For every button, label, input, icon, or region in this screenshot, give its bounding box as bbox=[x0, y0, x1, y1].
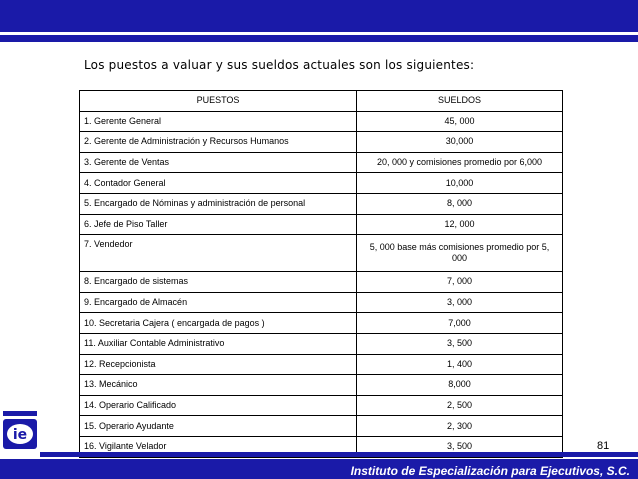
table-row bbox=[80, 235, 563, 272]
cell-puesto: 4. Contador General bbox=[80, 173, 357, 194]
cell-puesto: 16. Vigilante Velador bbox=[80, 436, 357, 457]
cell-sueldo: 3, 000 bbox=[357, 292, 563, 313]
cell-sueldo: 7,000 bbox=[357, 313, 563, 334]
cell-puesto: 11. Auxiliar Contable Administrativo bbox=[80, 333, 357, 354]
cell-sueldo: 30,000 bbox=[357, 132, 563, 153]
cell-sueldo: 2, 300 bbox=[357, 416, 563, 437]
footer-text: Instituto de Especialización para Ejecutivos, S.C. bbox=[350, 464, 630, 478]
cell-sueldo: 2, 500 bbox=[357, 395, 563, 416]
cell-sueldo: 8,000 bbox=[357, 375, 563, 396]
table-row bbox=[80, 173, 563, 194]
intro-text: Los puestos a valuar y sus sueldos actuales son los siguientes: bbox=[84, 58, 475, 72]
cell-puesto: 13. Mecánico bbox=[80, 375, 357, 396]
cell-puesto: 5. Encargado de Nóminas y administración de personal bbox=[80, 193, 357, 214]
table-row bbox=[80, 111, 563, 132]
table-row bbox=[80, 272, 563, 293]
table-row bbox=[80, 292, 563, 313]
table-row bbox=[80, 416, 563, 437]
cell-puesto: 1. Gerente General bbox=[80, 111, 357, 132]
header-sueldos: SUELDOS bbox=[357, 91, 563, 112]
footer-stripe bbox=[40, 452, 638, 457]
cell-puesto: 3. Gerente de Ventas bbox=[80, 152, 357, 173]
cell-sueldo: 45, 000 bbox=[357, 111, 563, 132]
table-row bbox=[80, 333, 563, 354]
logo-text: ie bbox=[12, 427, 28, 443]
table-row bbox=[80, 354, 563, 375]
institute-logo bbox=[2, 410, 38, 451]
cell-sueldo: 3, 500 bbox=[357, 436, 563, 457]
cell-puesto: 15. Operario Ayudante bbox=[80, 416, 357, 437]
cell-puesto: 2. Gerente de Administración y Recursos Humanos bbox=[80, 132, 357, 153]
table-row bbox=[80, 152, 563, 173]
cell-puesto: 6. Jefe de Piso Taller bbox=[80, 214, 357, 235]
cell-sueldo: 8, 000 bbox=[357, 193, 563, 214]
cell-puesto: 14. Operario Calificado bbox=[80, 395, 357, 416]
table-row bbox=[80, 313, 563, 334]
cell-sueldo: 10,000 bbox=[357, 173, 563, 194]
table-row bbox=[80, 132, 563, 153]
cell-sueldo: 3, 500 bbox=[357, 333, 563, 354]
cell-puesto: 9. Encargado de Almacén bbox=[80, 292, 357, 313]
table-row bbox=[80, 193, 563, 214]
logo-stripe bbox=[3, 411, 37, 416]
table-row bbox=[80, 375, 563, 396]
salaries-table bbox=[79, 90, 563, 458]
header-stripe bbox=[0, 35, 638, 42]
page-number: 81 bbox=[597, 440, 610, 452]
table-header-row bbox=[80, 91, 563, 112]
table-row bbox=[80, 395, 563, 416]
cell-puesto: 12. Recepcionista bbox=[80, 354, 357, 375]
header-band bbox=[0, 0, 638, 32]
table-row bbox=[80, 214, 563, 235]
cell-sueldo: 1, 400 bbox=[357, 354, 563, 375]
cell-puesto: 8. Encargado de sistemas bbox=[80, 272, 357, 293]
cell-puesto: 7. Vendedor bbox=[80, 235, 357, 272]
header-puestos: PUESTOS bbox=[80, 91, 357, 112]
cell-puesto: 10. Secretaria Cajera ( encargada de pagos ) bbox=[80, 313, 357, 334]
cell-sueldo: 12, 000 bbox=[357, 214, 563, 235]
cell-sueldo: 5, 000 base más comisiones promedio por 5, 000 bbox=[357, 235, 563, 272]
cell-sueldo: 20, 000 y comisiones promedio por 6,000 bbox=[357, 152, 563, 173]
cell-sueldo: 7, 000 bbox=[357, 272, 563, 293]
